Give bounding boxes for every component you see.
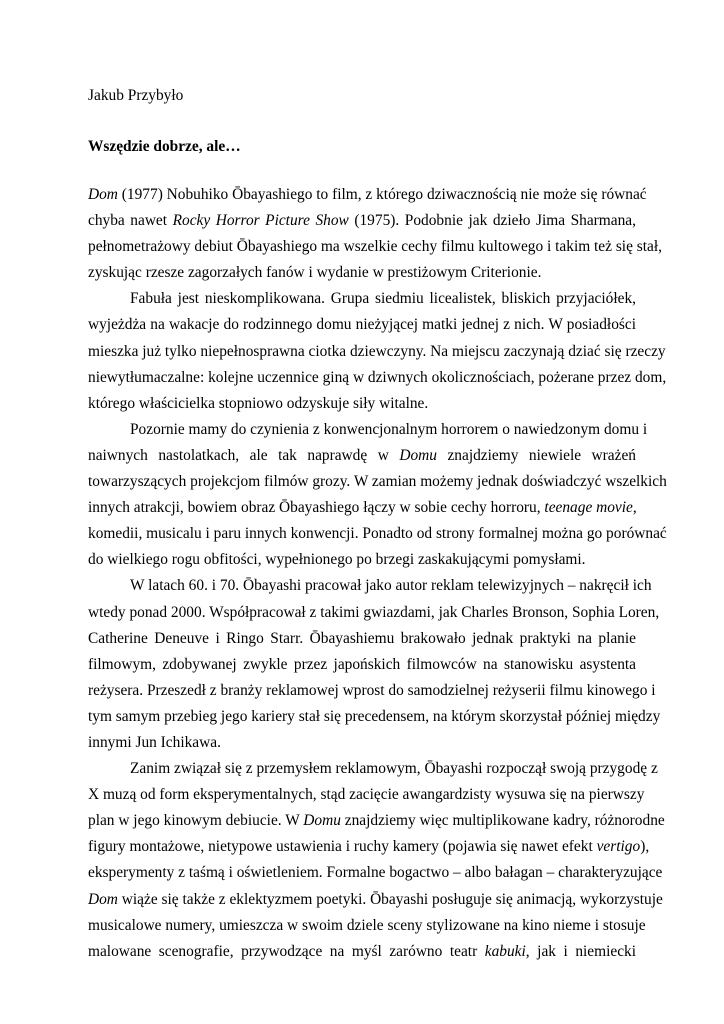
text-run: X muzą od form eksperymentalnych, stąd zacięcie awangardzisty wysuwa się na pierwszy: [88, 786, 645, 804]
text-line: [88, 756, 658, 782]
text-run: komedii, musicalu i paru innych konwencji. Ponadto od strony formalnej można go porównać: [88, 525, 667, 543]
text-run: niewytłumaczalne: kolejne uczennice giną w dziwnych okolicznościach, pożerane przez dom,: [88, 368, 667, 386]
text-run: ),: [640, 838, 650, 856]
italic-title: teenage movie: [544, 499, 633, 517]
text-run: mieszka już tylko niepełnosprawna ciotka dziewczyny. Na miejscu zaczynają dziać się rzeczy: [88, 342, 666, 360]
text-run: eksperymenty z taśmą i oświetleniem. Formalne bogactwo – albo bałagan – charakteryzujące: [88, 864, 663, 882]
paragraph: [88, 182, 662, 286]
text-line: [88, 782, 645, 808]
text-run: towarzyszących projekcjom filmów grozy. W zamian możemy jednak doświadczyć wszelkich: [88, 473, 667, 491]
text-run: (1975). Podobnie jak dzieło Jima Sharmana,: [348, 212, 636, 230]
italic-title: Dom: [88, 186, 118, 203]
text-run: wtedy ponad 2000. Współpracował z takimi gwiazdami, jak Charles Bronson, Sophia Loren,: [88, 603, 660, 621]
text-run: malowane scenografie, przywodzące na myśl zarówno teatr: [88, 942, 485, 960]
text-line: [88, 730, 636, 756]
text-line: [88, 208, 636, 234]
text-run: plan w jego kinowym debiucie. W: [88, 812, 304, 830]
article-title: Wszędzie dobrze, ale…: [88, 138, 241, 155]
italic-title: Domu: [303, 812, 341, 830]
text-run: musicalowe numery, umieszcza w swoim dziele sceny stylizowane na kino nieme i stosuje: [88, 916, 646, 934]
text-run: Fabuła jest nieskomplikowana. Grupa siedmiu licealistek, bliskich przyjaciółek,: [130, 290, 636, 308]
text-run: pełnometrażowy debiut Ōbayashiego ma wszelkie cechy filmu kultowego i takim też się stał,: [88, 238, 662, 256]
text-line: [88, 365, 667, 391]
text-line: [88, 834, 650, 860]
italic-title: Rocky Horror Picture Show: [172, 212, 349, 230]
text-line: [88, 600, 660, 626]
text-run: znajdziemy niewiele wrażeń: [436, 446, 636, 464]
text-run: chyba nawet: [88, 212, 173, 230]
text-line: [88, 469, 667, 495]
text-run: tym samym przebieg jego kariery stał się precedensem, na którym skorzystał później między: [88, 707, 661, 725]
italic-title: Dom: [88, 890, 118, 908]
text-run: Zanim związał się z przemysłem reklamowym, Ōbayashi rozpoczął swoją przygodę z: [130, 760, 658, 778]
italic-title: kabuki: [484, 942, 526, 960]
text-line: [88, 704, 661, 730]
paragraph: [88, 573, 661, 756]
text-line: [88, 417, 648, 443]
text-line: [88, 939, 636, 965]
text-run: wiąże się także z eklektyzmem poetyki. Ōbayashi posługuje się animacją, wykorzystuje: [117, 890, 663, 908]
text-line: [88, 626, 636, 652]
text-line: [88, 339, 666, 365]
text-line: [88, 887, 663, 913]
text-line: [88, 182, 647, 208]
text-line: [88, 234, 662, 260]
text-run: Pozornie mamy do czynienia z konwencjonalnym horrorem o nawiedzonym domu i: [130, 420, 648, 438]
text-run: W latach 60. i 70. Ōbayashi pracował jako autor reklam telewizyjnych – nakręcił ich: [130, 577, 652, 595]
text-run: którego właścicielka stopniowo odzyskuje siły witalne.: [88, 394, 429, 412]
text-line: [88, 495, 636, 521]
text-run: znajdziemy więc multiplikowane kadry, różnorodne: [340, 812, 665, 830]
text-line: [88, 678, 656, 704]
text-run: innych atrakcji, bowiem obraz Ōbayashiego łączy w sobie cechy horroru,: [88, 499, 545, 517]
text-line: [88, 860, 663, 886]
paragraph: [88, 286, 667, 416]
text-run: naiwnych nastolatkach, ale tak naprawdę w: [88, 446, 400, 464]
text-run: reżysera. Przeszedł z branży reklamowej wprost do samodzielnej reżyserii filmu kinowego i: [88, 681, 656, 699]
text-line: [88, 573, 652, 599]
paragraph: [88, 756, 665, 965]
italic-title: Domu: [399, 446, 437, 464]
text-run: Catherine Deneuve i Ringo Starr. Ōbayashiemu brakowało jednak praktyki na planie: [88, 629, 636, 647]
text-line: [88, 443, 636, 469]
text-run: , jak i niemiecki: [525, 942, 637, 960]
text-run: wyjeżdża na wakacje do rodzinnego domu nieżyjącej matki jednej z nich. W posiadłości: [88, 316, 636, 334]
text-line: [88, 913, 646, 939]
paragraph: [88, 417, 667, 574]
text-line: [88, 391, 636, 417]
text-line: [88, 652, 636, 678]
text-run: (1977) Nobuhiko Ōbayashiego to film, z którego dziwacznością nie może się równać: [117, 186, 647, 203]
text-line: [88, 286, 636, 312]
document-page: [88, 0, 667, 1024]
text-run: zyskując rzesze zagorzałych fanów i wydanie w prestiżowym Criterionie.: [88, 264, 542, 282]
text-line: [88, 521, 667, 547]
text-line: [88, 547, 636, 573]
text-run: figury montażowe, nietypowe ustawienia i ruchy kamery (pojawia się nawet efekt: [88, 838, 597, 856]
article-body: [88, 182, 667, 965]
text-line: [88, 808, 665, 834]
author-name: Jakub Przybyło: [88, 87, 184, 104]
text-run: ,: [632, 499, 637, 517]
italic-title: vertigo: [596, 838, 641, 856]
text-line: [88, 312, 636, 338]
text-line: [88, 260, 636, 286]
text-run: filmowym, zdobywanej zwykle przez japońskich filmowców na stanowisku asystenta: [88, 655, 636, 673]
text-run: innymi Jun Ichikawa.: [88, 733, 221, 751]
text-run: do wielkiego rogu obfitości, wypełnionego po brzegi zaskakującymi pomysłami.: [88, 551, 586, 569]
